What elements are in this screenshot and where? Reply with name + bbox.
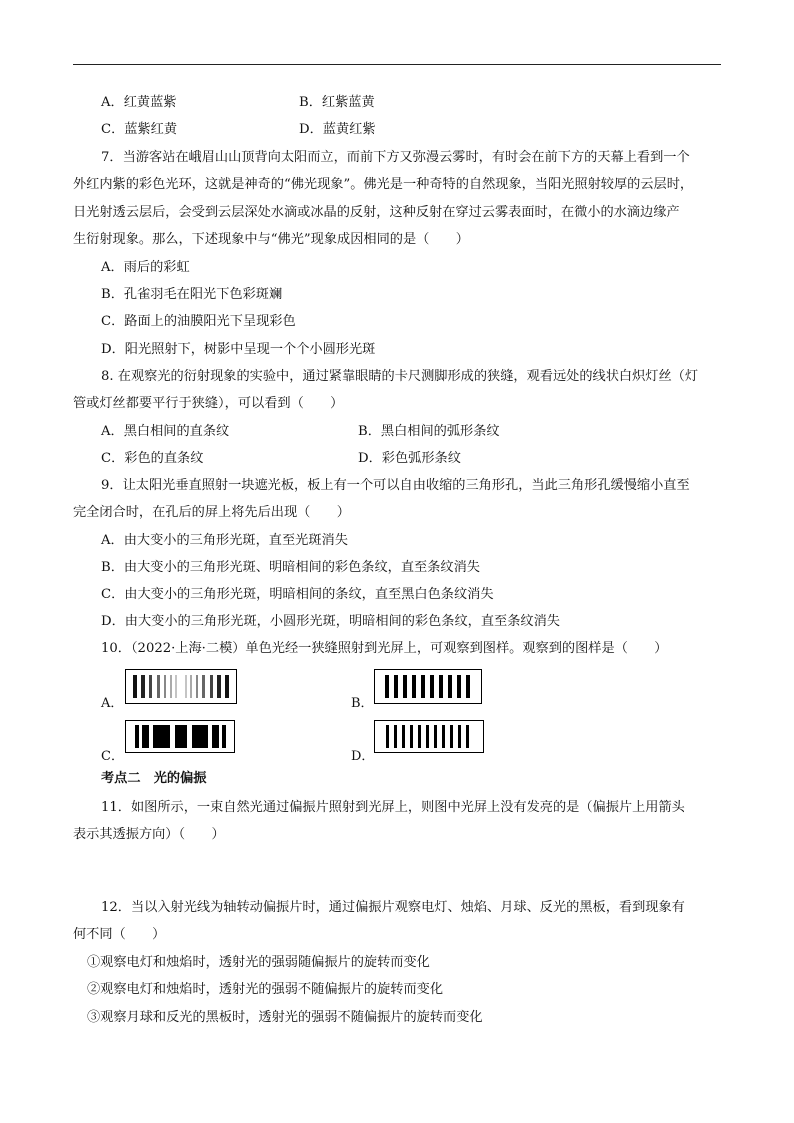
q8-option-b: B．黑白相间的弧形条纹	[358, 424, 500, 439]
fringe-bar	[222, 725, 226, 748]
q9-stem-line-2: 完全闭合时，在孔后的屏上将先后出现（ ）	[73, 505, 350, 520]
header-rule	[73, 64, 721, 65]
q12-item-1: ①观察电灯和烛焰时，透射光的强弱随偏振片的旋转而变化	[87, 955, 430, 970]
fringe-pattern-d	[375, 721, 483, 752]
q6-option-a: A．红黄蓝紫	[101, 95, 177, 110]
fringe-bar	[142, 725, 149, 748]
q12-stem-line-2: 何不同（ ）	[73, 927, 166, 942]
fringe-pattern-c	[126, 721, 234, 752]
q7-stem-line-2: 外红内紫的彩色光环，这就是神奇的“佛光现象”。佛光是一种奇特的自然现象，当阳光照射较厚的云层时，	[73, 177, 694, 192]
fringe-bar	[190, 675, 192, 698]
section-title: 考点二 光的偏振	[101, 771, 207, 786]
q11-stem-line-2: 表示其透振方向）（ ）	[73, 827, 225, 842]
q9-option-d: D．由大变小的三角形光斑，小圆形光斑，明暗相间的彩色条纹，直至条纹消失	[101, 614, 560, 629]
fringe-bar	[133, 675, 137, 698]
fringe-bar	[217, 675, 221, 698]
fringe-bar	[175, 725, 187, 748]
q12-item-3: ③观察月球和反光的黑板时，透射光的强弱不随偏振片的旋转而变化	[87, 1010, 483, 1025]
fringe-bar	[225, 675, 229, 698]
fringe-bar	[434, 725, 437, 748]
fringe-bar	[439, 675, 443, 698]
q8-option-c: C．彩色的直条纹	[101, 451, 204, 466]
q10-figure-c	[125, 720, 235, 753]
fringe-bar	[458, 725, 461, 748]
fringe-bar	[421, 675, 425, 698]
q7-option-b: B．孔雀羽毛在阳光下色彩斑斓	[101, 287, 283, 302]
q12-item-2: ②观察电灯和烛焰时，透射光的强弱不随偏振片的旋转而变化	[87, 982, 444, 997]
q10-stem: 10．（2022·上海·二模）单色光经一狭缝照射到光屏上，可观察到图样。观察到的图样是（ ）	[101, 641, 668, 656]
fringe-bar	[418, 725, 421, 748]
q6-option-d: D．蓝黄红紫	[299, 122, 376, 137]
fringe-bar	[394, 725, 397, 748]
fringe-bar	[385, 675, 389, 698]
q9-option-a: A．由大变小的三角形光斑，直至光斑消失	[101, 533, 348, 548]
fringe-pattern-b	[375, 670, 481, 703]
q9-option-b: B．由大变小的三角形光斑、明暗相间的彩色条纹，直至条纹消失	[101, 560, 480, 575]
q10-figure-a	[125, 669, 237, 704]
fringe-bar	[170, 675, 172, 698]
q12-stem-line-1: 12．当以入射光线为轴转动偏振片时，通过偏振片观察电灯、烛焰、月球、反光的黑板，看到现象有	[101, 900, 685, 915]
fringe-bar	[466, 675, 470, 698]
fringe-bar	[164, 675, 166, 698]
fringe-bar	[410, 725, 413, 748]
q9-option-c: C．由大变小的三角形光斑，明暗相间的条纹，直至黑白色条纹消失	[101, 587, 494, 602]
q7-stem-line-3: 日光射透云层后，会受到云层深处水滴或冰晶的反射，这种反射在穿过云雾表面时，在微小的水滴边缘产	[73, 205, 680, 220]
fringe-bar	[402, 725, 405, 748]
fringe-bar	[394, 675, 398, 698]
fringe-bar	[386, 725, 389, 748]
q11-stem-line-1: 11．如图所示，一束自然光通过偏振片照射到光屏上，则图中光屏上没有发亮的是（偏振片上用箭头	[101, 800, 685, 815]
q8-stem-line-2: 管或灯丝都要平行于狭缝），可以看到（ ）	[73, 396, 344, 411]
q10-label-c: C．	[101, 749, 124, 764]
fringe-bar	[149, 675, 152, 698]
fringe-bar	[450, 725, 453, 748]
fringe-bar	[196, 675, 198, 698]
fringe-bar	[210, 675, 213, 698]
q8-option-d: D．彩色弧形条纹	[358, 451, 461, 466]
q8-option-a: A．黑白相间的直条纹	[101, 424, 230, 439]
q7-option-c: C．路面上的油膜阳光下呈现彩色	[101, 314, 296, 329]
q10-figure-d	[374, 720, 484, 753]
fringe-bar	[412, 675, 416, 698]
q10-figure-b	[374, 669, 482, 704]
q7-option-d: D．阳光照射下，树影中呈现一个个小圆形光斑	[101, 342, 376, 357]
fringe-bar	[202, 675, 205, 698]
fringe-bar	[430, 675, 434, 698]
q10-label-a: A．	[101, 696, 124, 711]
q10-label-d: D．	[351, 749, 375, 764]
fringe-bar	[175, 675, 177, 698]
q7-option-a: A．雨后的彩虹	[101, 260, 190, 275]
fringe-bar	[185, 675, 187, 698]
fringe-bar	[403, 675, 407, 698]
fringe-bar	[426, 725, 429, 748]
q8-stem-line-1: 8. 在观察光的衍射现象的实验中，通过紧靠眼睛的卡尺测脚形成的狭缝，观看远处的线状白炽灯丝（灯	[101, 369, 699, 384]
q6-option-c: C．蓝紫红黄	[101, 122, 178, 137]
fringe-pattern-a	[126, 670, 236, 703]
fringe-bar	[157, 675, 160, 698]
fringe-bar	[466, 725, 469, 748]
q7-stem-line-4: 生衍射现象。那么，下述现象中与“佛光”现象成因相同的是（ ）	[73, 232, 469, 247]
fringe-bar	[448, 675, 452, 698]
fringe-bar	[442, 725, 445, 748]
fringe-bar	[141, 675, 145, 698]
fringe-bar	[153, 725, 170, 748]
fringe-bar	[135, 725, 139, 748]
fringe-bar	[212, 725, 219, 748]
q10-label-b: B．	[351, 696, 374, 711]
q6-option-b: B．红紫蓝黄	[299, 95, 375, 110]
fringe-bar	[457, 675, 461, 698]
q9-stem-line-1: 9．让太阳光垂直照射一块遮光板，板上有一个可以自由收缩的三角形孔，当此三角形孔缓慢缩小直至	[101, 478, 690, 493]
q7-stem-line-1: 7．当游客站在峨眉山山顶背向太阳而立，而前下方又弥漫云雾时，有时会在前下方的天幕上看到一个	[101, 150, 690, 165]
fringe-bar	[192, 725, 208, 748]
